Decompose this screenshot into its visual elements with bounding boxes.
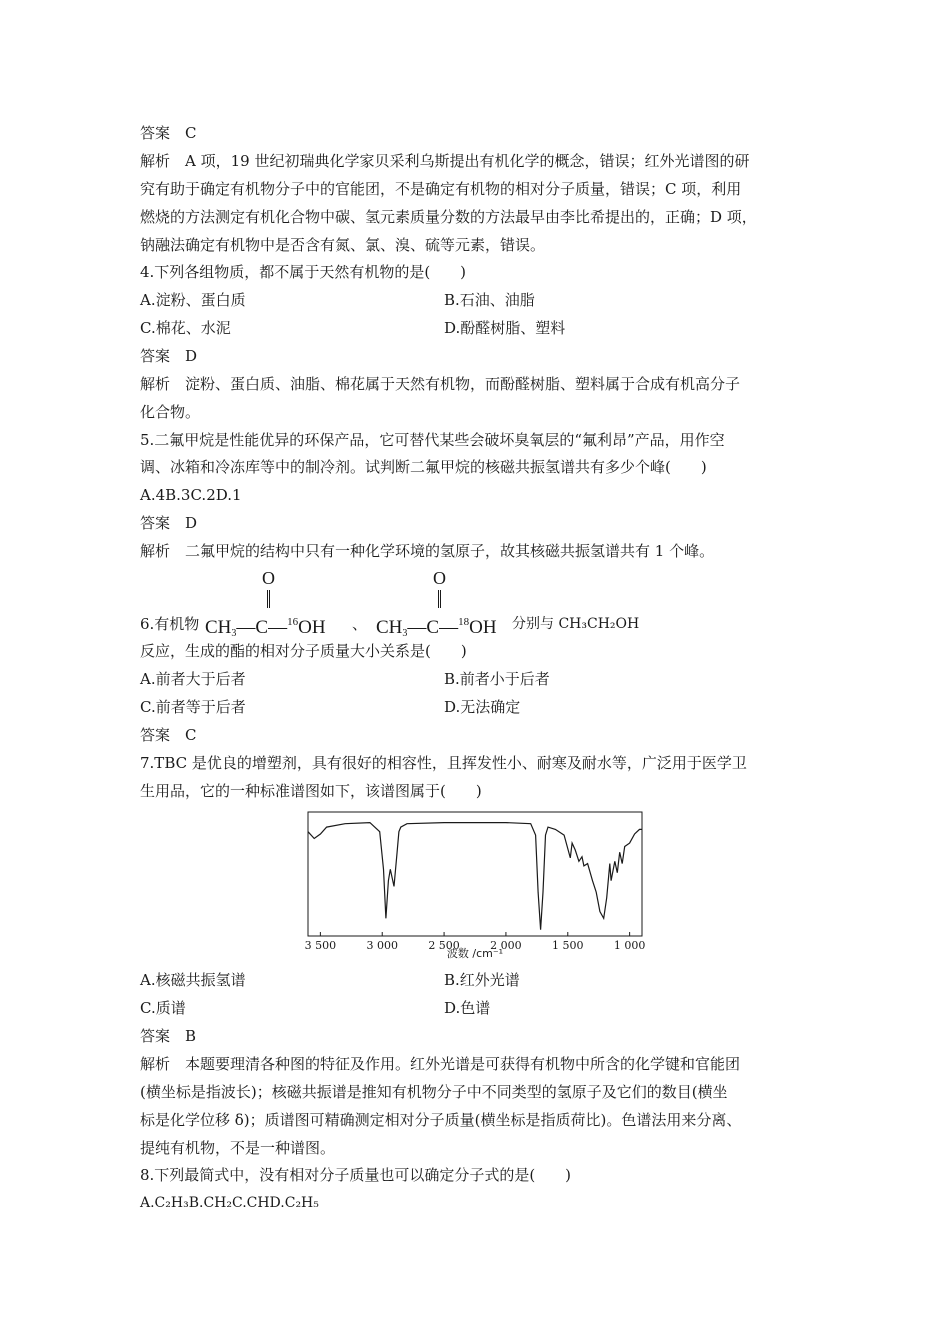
x-tick-label: 1 500 — [552, 939, 584, 952]
plot-frame — [308, 812, 642, 936]
option-6d: D.无法确定 — [444, 698, 521, 716]
double-bond-2 — [438, 590, 441, 608]
explanation-3-line3: 燃烧的方法测定有机化合物中碳、氢元素质量分数的方法最早由李比希提出的，正确；D 项， — [140, 208, 757, 226]
question-8: 8.下列最简式中，没有相对分子质量也可以确定分子式的是( ) — [140, 1166, 572, 1184]
carbonyl-oxygen-1: O — [262, 568, 275, 588]
x-tick-label: 3 000 — [366, 939, 398, 952]
option-4a: A.淀粉、蛋白质 — [140, 291, 246, 309]
carbonyl-oxygen-2: O — [433, 568, 446, 588]
answer-7: 答案 B — [140, 1027, 197, 1045]
option-6b: B.前者小于后者 — [444, 670, 550, 688]
explanation-7-line4: 提纯有机物，不是一种谱图。 — [140, 1139, 336, 1157]
x-tick-label: 3 500 — [304, 939, 337, 952]
explanation-5: 解析 二氟甲烷的结构中只有一种化学环境的氢原子，故其核磁共振氢谱共有 1 个峰。 — [140, 542, 715, 560]
question-5-line1: 5.二氟甲烷是性能优异的环保产品，它可替代某些会破坏臭氧层的“氟利昂”产品，用作空 — [140, 431, 725, 449]
question-4: 4.下列各组物质，都不属于天然有机物的是( ) — [140, 263, 467, 281]
question-6-separator: 、 — [352, 615, 368, 633]
explanation-3-line4: 钠融法确定有机物中是否含有氮、氯、溴、硫等元素，错误。 — [140, 236, 546, 254]
question-5-line2: 调、冰箱和冷冻库等中的制冷剂。试判断二氟甲烷的核磁共振氢谱共有多少个峰( ) — [140, 458, 707, 476]
question-8-options: A.C₂H₃B.CH₂C.CHD.C₂H₅ — [140, 1195, 319, 1211]
formula-1-text: $CH_3—C—^{16}OH$ — [205, 616, 326, 639]
question-5-options: A.4B.3C.2D.1 — [140, 486, 242, 504]
option-6a: A.前者大于后者 — [140, 670, 246, 688]
explanation-3-line2: 究有助于确定有机物分子中的官能团，不是确定有机物的相对分子质量，错误；C 项，利用 — [140, 180, 742, 198]
formula-2-text: $CH_3—C—^{18}OH$ — [376, 616, 497, 639]
option-4d: D.酚醛树脂、塑料 — [444, 319, 566, 337]
option-7d: D.色谱 — [444, 999, 491, 1017]
option-7c: C.质谱 — [140, 999, 186, 1017]
question-6-line2: 反应，生成的酯的相对分子质量大小关系是( ) — [140, 642, 467, 660]
question-7-line2: 生用品，它的一种标准谱图如下，该谱图属于( ) — [140, 782, 482, 800]
question-6-suffix: 分别与 CH₃CH₂OH — [512, 616, 640, 632]
explanation-7-line1: 解析 本题要理清各种图的特征及作用。红外光谱是可获得有机物中所含的化学键和官能团 — [140, 1055, 741, 1073]
option-4b: B.石油、油脂 — [444, 291, 535, 309]
question-6-prefix: 6.有机物 — [140, 615, 200, 633]
option-4c: C.棉花、水泥 — [140, 319, 231, 337]
double-bond-1 — [267, 590, 270, 608]
option-7b: B.红外光谱 — [444, 971, 520, 989]
x-tick-label: 2 500 — [428, 939, 460, 952]
explanation-7-line2: (横坐标是指波长)；核磁共振谱是推知有机物分子中不同类型的氢原子及它们的数目(横坐 — [140, 1083, 728, 1101]
explanation-4-line2: 化合物。 — [140, 403, 201, 421]
question-7-line1: 7.TBC 是优良的增塑剂，具有很好的相容性，且挥发性小、耐寒及耐水等，广泛用于医学卫 — [140, 754, 747, 772]
answer-4: 答案 D — [140, 347, 198, 365]
answer-6: 答案 C — [140, 726, 197, 744]
x-tick-label: 2 000 — [490, 939, 522, 952]
explanation-7-line3: 标是化学位移 δ)；质谱图可精确测定相对分子质量(横坐标是指质荷比)。色谱法用来分离、 — [140, 1111, 742, 1129]
option-7a: A.核磁共振氢谱 — [140, 971, 246, 989]
answer-3: 答案 C — [140, 124, 197, 142]
option-6c: C.前者等于后者 — [140, 698, 246, 716]
x-axis-label: 波数 /cm⁻¹ — [446, 947, 504, 960]
answer-5: 答案 D — [140, 514, 198, 532]
x-tick-label: 1 000 — [613, 939, 646, 952]
explanation-3-line1: 解析 A 项，19 世纪初瑞典化学家贝采利乌斯提出有机化学的概念，错误；红外光谱图的研 — [140, 152, 750, 170]
spectrum-line — [308, 823, 642, 930]
explanation-4-line1: 解析 淀粉、蛋白质、油脂、棉花属于天然有机物，而酚醛树脂、塑料属于合成有机高分子 — [140, 375, 741, 393]
ir-spectrum-chart — [300, 808, 650, 960]
